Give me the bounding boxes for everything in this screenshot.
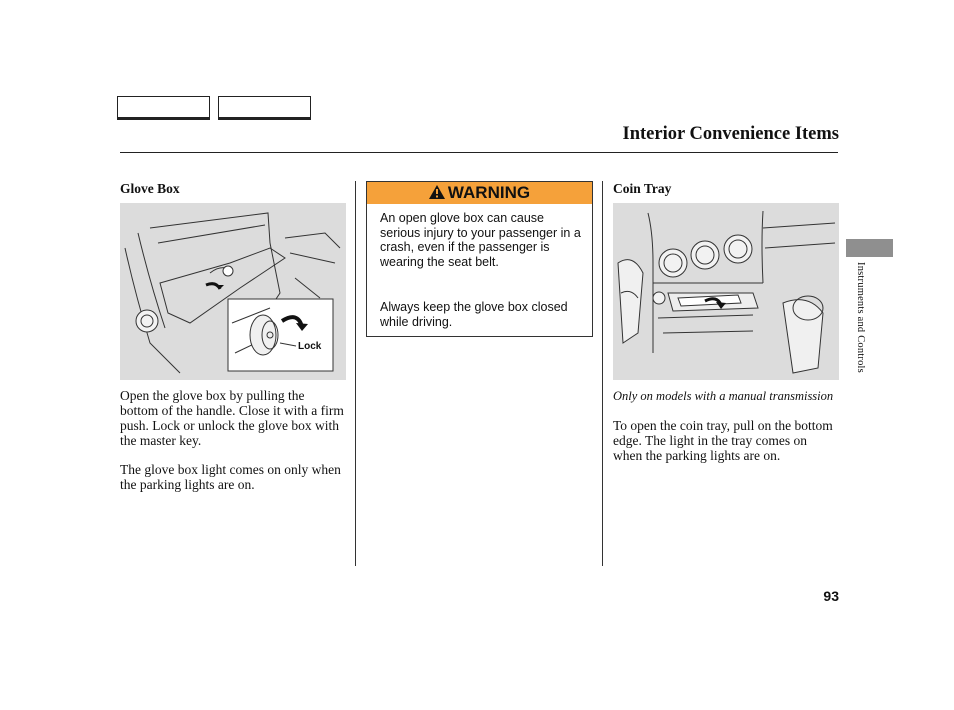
warning-text-1: An open glove box can cause serious injury to your passenger in a crash, even if the passenger is wearing the seat belt.: [380, 211, 581, 269]
section-tab: [846, 239, 893, 257]
glove-box-paragraph-1: Open the glove box by pulling the bottom of the handle. Close it with a firm push. Lock or unlock the glove box with the master key.: [120, 388, 344, 448]
coin-tray-illustration: [613, 203, 839, 380]
glove-box-drawing: [120, 203, 346, 380]
coin-tray-drawing: [613, 203, 839, 380]
warning-triangle-icon: [429, 183, 445, 205]
glove-box-illustration: [120, 203, 346, 380]
warning-text-2: Always keep the glove box closed while driving.: [380, 300, 568, 329]
warning-label: WARNING: [447, 183, 531, 202]
coin-tray-note: Only on models with a manual transmission: [613, 389, 834, 403]
nav-button-previous[interactable]: [117, 96, 210, 120]
coin-tray-paragraph: To open the coin tray, pull on the bottom edge. The light in the tray comes on when the parking lights are on.: [613, 418, 833, 463]
glove-box-heading: Glove Box: [120, 181, 180, 196]
glove-box-paragraph-2: The glove box light comes on only when the parking lights are on.: [120, 462, 341, 492]
section-tab-label: Instruments and Controls: [855, 262, 866, 373]
column-divider-right: [602, 181, 603, 566]
coin-tray-heading: Coin Tray: [613, 181, 672, 196]
nav-button-next[interactable]: [218, 96, 311, 120]
page-number: 93: [823, 588, 839, 604]
page-title: Interior Convenience Items: [622, 124, 839, 144]
lock-label: Lock: [298, 341, 322, 352]
warning-header: [367, 182, 592, 204]
warning-box: [366, 181, 593, 337]
column-divider-left: [355, 181, 356, 566]
title-divider: [120, 152, 838, 153]
